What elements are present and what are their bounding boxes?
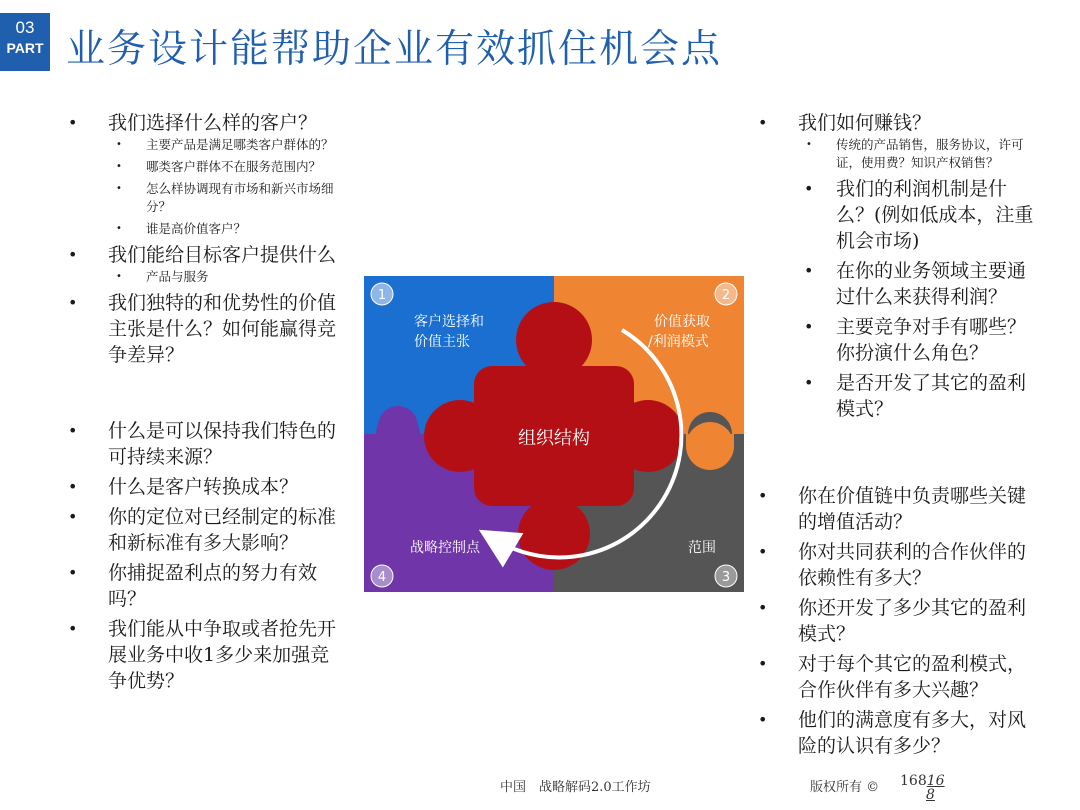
list-item: • 他们的满意度有多大，对风险的认识有多少？	[758, 707, 1038, 759]
footer-copyright: 版权所有 ©	[810, 780, 880, 795]
quadrant-3-number-badge	[715, 565, 737, 587]
page-title: 业务设计能帮助企业有效抓住机会点	[66, 27, 723, 72]
section-badge	[0, 13, 50, 71]
quadrant-2-number-badge	[715, 283, 737, 305]
quadrant-1-label-line1: 客户选择和	[414, 314, 484, 330]
list-item: • 你捕捉盈利点的努力有效吗？	[68, 560, 348, 612]
business-design-puzzle-diagram	[364, 276, 744, 592]
svg-text:4: 4	[377, 570, 387, 585]
list-item: • 我们选择什么样的客户？ • 主要产品是满足哪类客户群体的？ • 哪类客户群体不在服务范围内？ • 怎么样协调现有市场和新兴市场细分？ • 谁是高价值客户？	[68, 110, 348, 238]
sub-list-item: • 主要竞争对手有哪些？你扮演什么角色？	[798, 314, 1038, 366]
sub-list-item: • 产品与服务	[108, 268, 348, 286]
list-item: • 你还开发了多少其它的盈利模式？	[758, 595, 1038, 647]
sub-list-item: • 是否开发了其它的盈利模式？	[798, 370, 1038, 422]
sub-list-item: • 传统的产品销售，服务协议，许可证，使用费？知识产权销售？	[798, 136, 1036, 172]
list-item: • 我们独特的和优势性的价值主张是什么？如何能赢得竞争差异？	[68, 290, 348, 368]
quadrant-2-label-line2: /利润模式	[648, 334, 709, 350]
sub-list-item: • 主要产品是满足哪类客户群体的？	[108, 136, 336, 154]
list-item: • 我们能给目标客户提供什么 • 产品与服务	[68, 242, 348, 286]
sub-list-item: • 怎么样协调现有市场和新兴市场细分？	[108, 180, 336, 216]
right-column-lower	[758, 483, 1038, 763]
center-label: 组织结构	[518, 428, 590, 449]
list-item: • 对于每个其它的盈利模式，合作伙伴有多大兴趣？	[758, 651, 1038, 703]
list-item: • 你在价值链中负责哪些关键的增值活动？	[758, 483, 1038, 535]
footer-workshop: 中国 战略解码2.0工作坊	[500, 780, 651, 795]
section-part-label: PART	[6, 40, 44, 56]
section-number: 03	[15, 18, 35, 37]
quadrant-1-label-line2: 价值主张	[414, 334, 470, 350]
left-column	[68, 110, 348, 698]
sub-list-item: • 我们的利润机制是什么？(例如低成本，注重机会市场)	[798, 176, 1038, 254]
list-item: • 你的定位对已经制定的标准和新标准有多大影响？	[68, 504, 348, 556]
quadrant-2-label-line1: 价值获取	[654, 314, 710, 330]
list-item: • 什么是可以保持我们特色的可持续来源？	[68, 418, 348, 470]
page-number: 16816 8	[900, 773, 945, 803]
quadrant-4-number-badge	[371, 565, 393, 587]
sub-list-item: • 哪类客户群体不在服务范围内？	[108, 158, 336, 176]
right-column	[758, 110, 1038, 426]
sub-list-item: • 在你的业务领域主要通过什么来获得利润？	[798, 258, 1038, 310]
svg-text:3: 3	[721, 570, 731, 585]
svg-text:2: 2	[721, 288, 731, 303]
quadrant-1-number-badge	[371, 283, 393, 305]
list-item: • 什么是客户转换成本？	[68, 474, 348, 500]
list-item: • 我们能从中争取或者抢先开展业务中收1多少来加强竞争优势？	[68, 616, 348, 694]
quadrant-3-label: 范围	[688, 540, 716, 556]
purple-knob-top	[378, 406, 418, 446]
svg-text:1: 1	[377, 288, 387, 303]
quadrant-4-label: 战略控制点	[410, 540, 480, 556]
list-item: • 你对共同获利的合作伙伴的依赖性有多大？	[758, 539, 1038, 591]
list-item: • 我们如何赚钱？ • 传统的产品销售，服务协议，许可证，使用费？知识产权销售？ • 我们的利润机制是什么？(例如低成本，注重机会市场) • 在你的业务领域主要通过什么来获得利润？ • 主要竞争对手有哪些？你扮演什么角色？ • 是否开发了其它的盈利模式？	[758, 110, 1038, 422]
sub-list-item: • 谁是高价值客户？	[108, 220, 336, 238]
